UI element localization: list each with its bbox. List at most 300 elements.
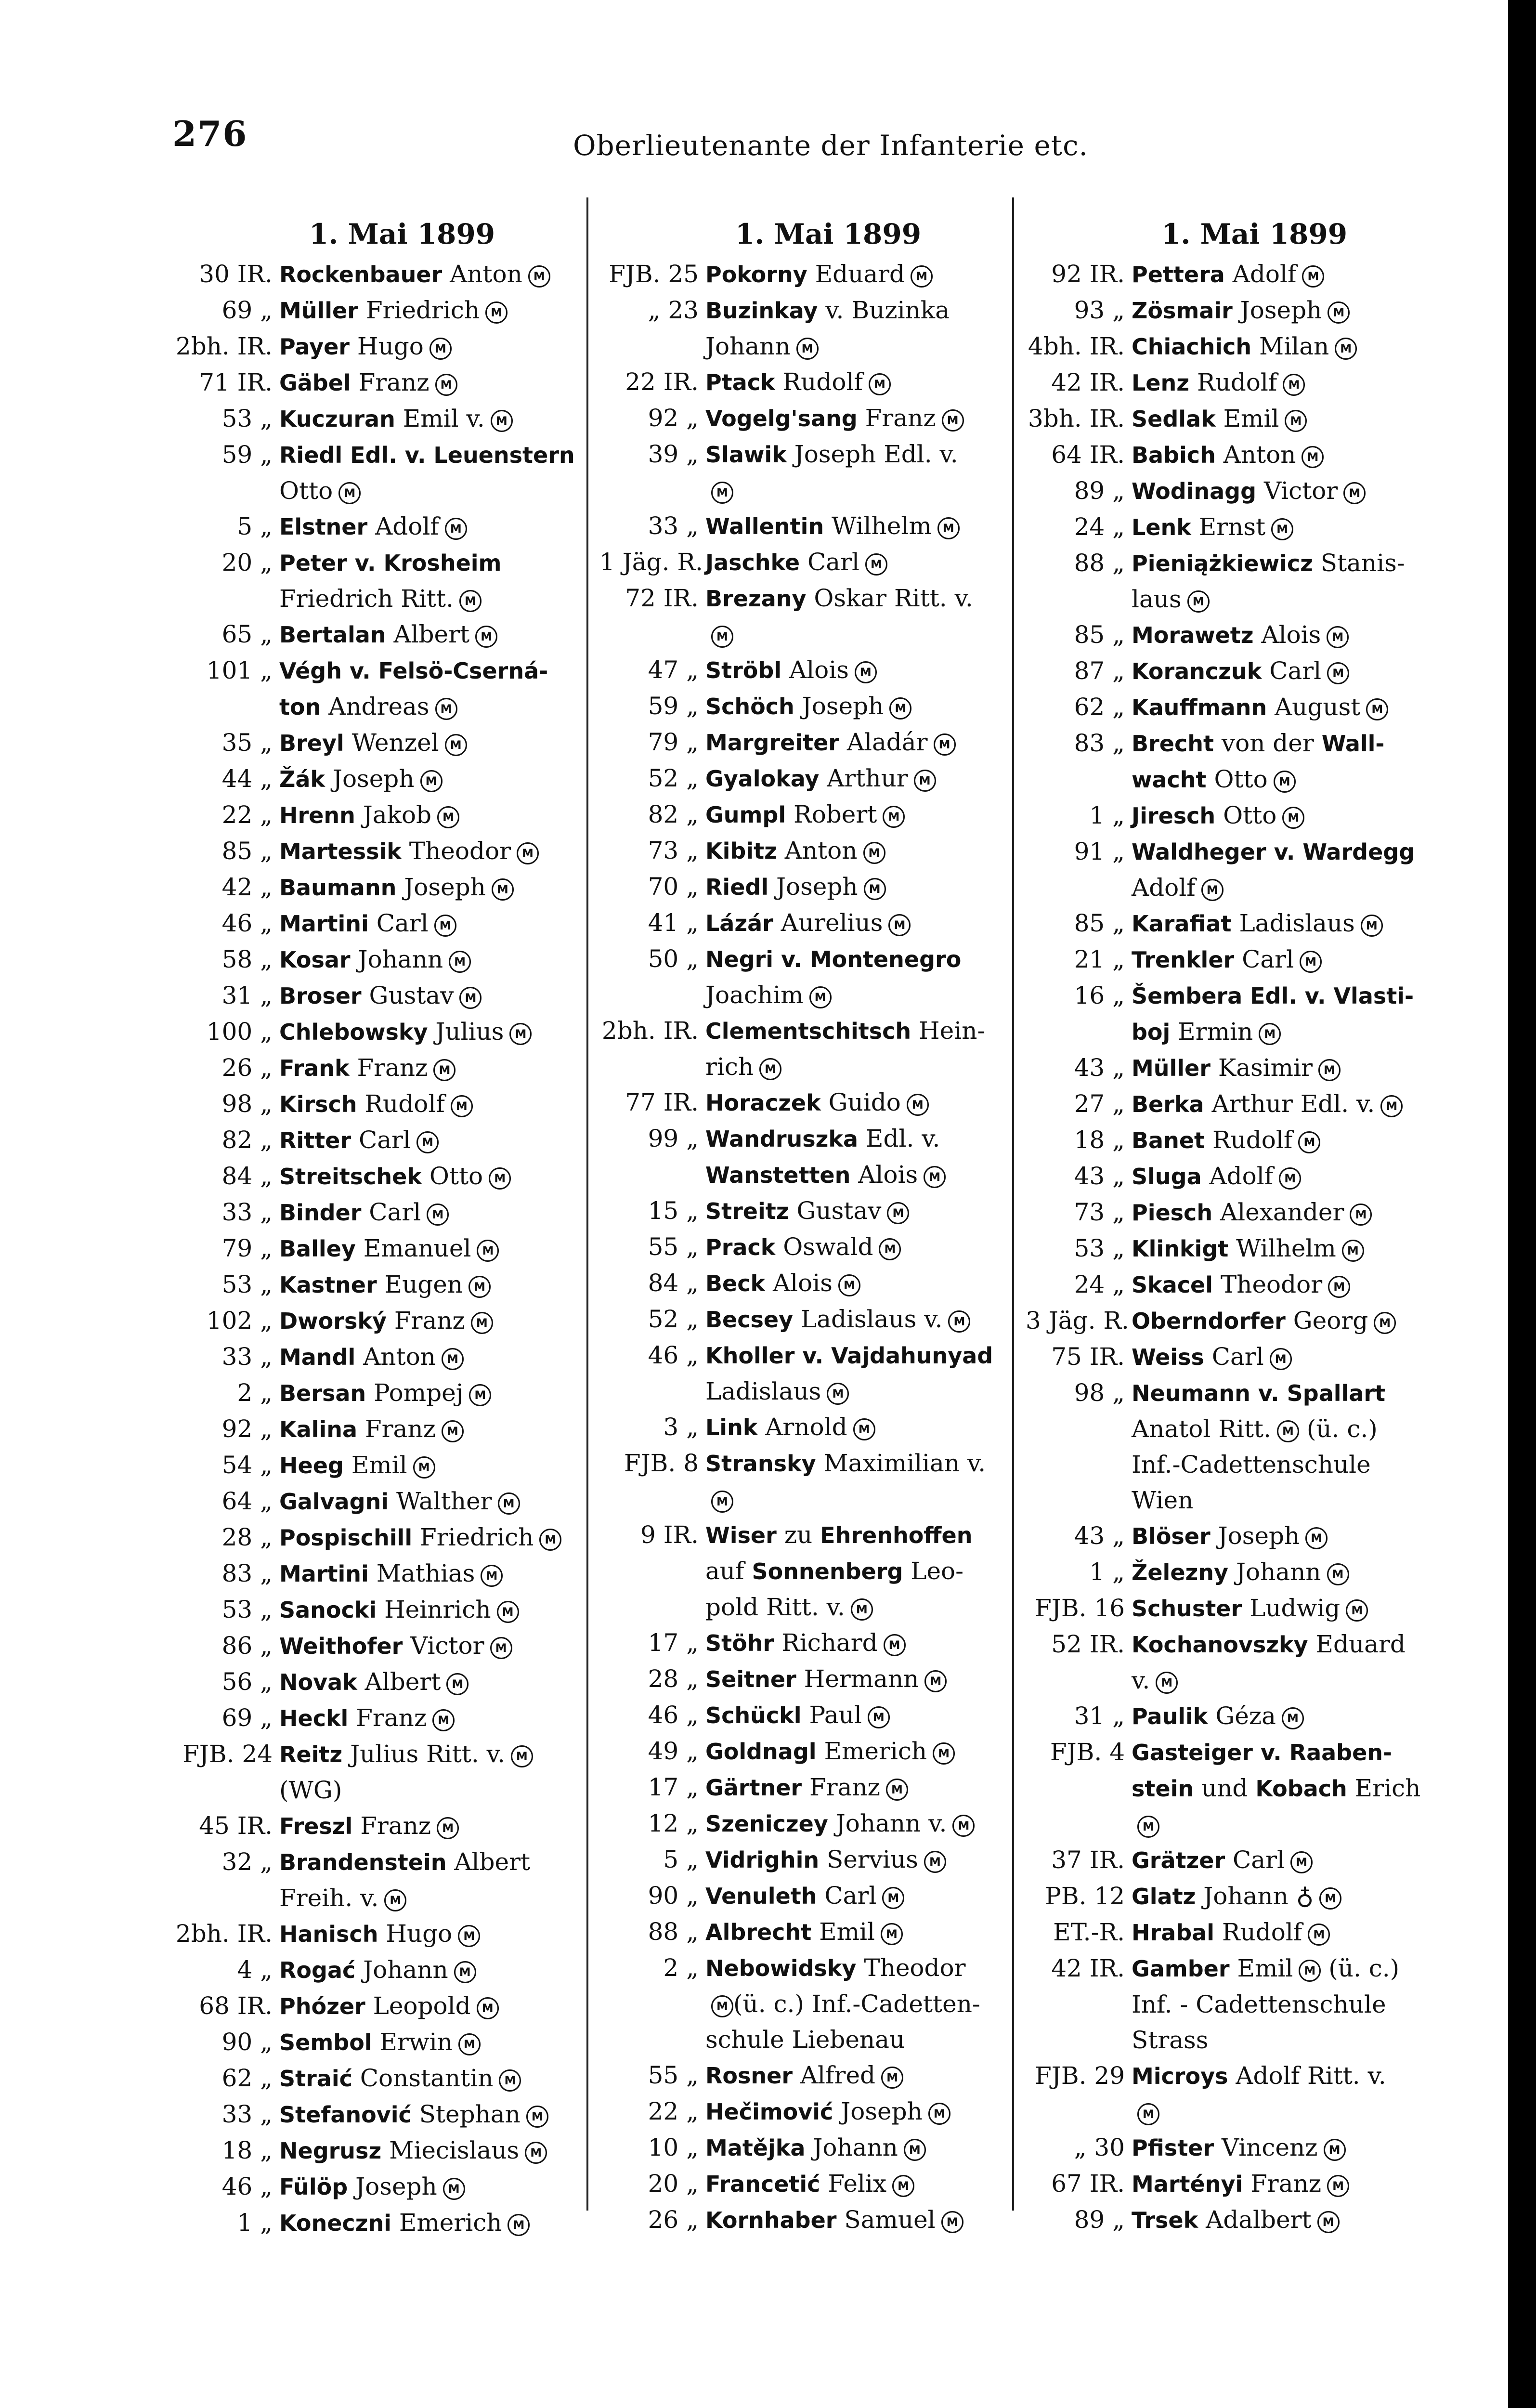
regiment-number: 64 IR. — [1051, 441, 1125, 469]
list-item — [173, 616, 592, 653]
officer-name-continued: Erich — [1354, 1774, 1421, 1802]
officer-entry — [705, 1950, 1018, 1986]
officer-entry — [279, 292, 592, 328]
list-item — [173, 1339, 592, 1375]
regiment-number: 92 „ — [221, 1415, 273, 1443]
officer-given-name: Joachim — [705, 981, 804, 1009]
officer-given-name: Carl — [824, 1882, 877, 1910]
officer-given-name: Emerich — [824, 1737, 927, 1765]
officer-surname: Albrecht — [705, 1919, 812, 1945]
list-item — [599, 1517, 1018, 1553]
officer-given-name: Victor — [410, 1632, 484, 1660]
officer-surname: Gamber — [1132, 1956, 1230, 1982]
officer-given-name: v. — [1132, 1666, 1150, 1694]
officer-surname: Piesch — [1132, 1200, 1213, 1226]
list-item — [173, 1664, 592, 1700]
officer-entry — [1132, 509, 1445, 545]
list-item — [173, 1375, 592, 1411]
list-item — [599, 1265, 1018, 1301]
officer-entry — [1132, 437, 1445, 473]
list-item — [1026, 1122, 1445, 1158]
military-merit-icon: M — [855, 661, 877, 683]
military-merit-icon: M — [509, 1023, 532, 1045]
officer-surname: Waldheger v. Wardegg — [1132, 839, 1415, 865]
military-merit-icon: M — [485, 301, 508, 324]
officer-surname: Kornhaber — [705, 2207, 837, 2233]
regiment-number: 28 „ — [221, 1523, 273, 1551]
regiment-number: 49 „ — [648, 1737, 699, 1765]
officer-entry — [705, 977, 1018, 1013]
regiment-number: 69 „ — [221, 1704, 273, 1732]
officer-surname: Brandenstein — [279, 1849, 447, 1875]
officer-entry — [1132, 2058, 1445, 2094]
officer-surname: Müller — [1132, 1055, 1211, 1081]
officer-surname: Rogać — [279, 1957, 356, 1983]
military-merit-icon: M — [851, 1598, 873, 1621]
regiment-number: 50 „ — [648, 945, 699, 973]
officer-surname: Lenz — [1132, 370, 1190, 396]
regiment-number: 59 „ — [648, 692, 699, 720]
officer-entry — [705, 364, 1018, 400]
officer-entry — [705, 1301, 1018, 1337]
officer-given-name: Jakob — [363, 801, 432, 829]
list-item — [173, 473, 592, 509]
list-item — [173, 1736, 592, 1772]
officer-given-name: Eduard — [815, 260, 905, 288]
officer-entry — [279, 1808, 592, 1844]
officer-surname: Gasteiger v. Raaben- — [1132, 1740, 1393, 1766]
officer-surname: Kirsch — [279, 1091, 357, 1117]
officer-entry — [1132, 1987, 1445, 2022]
officer-entry — [1132, 2094, 1445, 2130]
officer-surname: wacht — [1132, 767, 1207, 793]
list-item — [1026, 1554, 1445, 1590]
officer-given-name: Rudolf — [364, 1090, 445, 1118]
officer-entry — [279, 1122, 592, 1158]
military-merit-icon: M — [437, 1817, 459, 1839]
list-item — [1026, 942, 1445, 978]
officer-surname: Hečimović — [705, 2099, 833, 2125]
officer-given-name: Wilhelm — [1236, 1234, 1336, 1262]
military-merit-icon: M — [884, 1634, 906, 1656]
list-item — [173, 2060, 592, 2096]
military-merit-icon: M — [1328, 301, 1350, 324]
officer-surname: Galvagni — [279, 1489, 389, 1515]
list-item — [173, 833, 592, 869]
officer-surname: Kastner — [279, 1272, 377, 1298]
list-item — [599, 364, 1018, 400]
officer-surname: Berka — [1132, 1091, 1204, 1117]
officer-surname: Binder — [279, 1200, 362, 1226]
officer-entry — [279, 509, 592, 545]
military-merit-icon: M — [1270, 1348, 1292, 1370]
regiment-number: 53 „ — [221, 1596, 273, 1623]
officer-entry — [705, 1806, 1018, 1842]
officer-given-name: Carl — [358, 1126, 411, 1154]
officer-entry — [1132, 978, 1445, 1014]
regiment-number: 4 „ — [237, 1956, 273, 1984]
regiment-number: 101 „ — [206, 656, 273, 684]
regiment-number: 75 IR. — [1051, 1343, 1125, 1371]
officer-entry — [1132, 1626, 1445, 1662]
officer-surname: Kuczuran — [279, 406, 395, 432]
officer-given-name: Joseph Edl. v. — [794, 440, 958, 468]
regiment-number: 73 „ — [1074, 1198, 1125, 1226]
military-merit-icon: M — [498, 1492, 520, 1515]
military-merit-icon: M — [459, 987, 482, 1009]
officer-given-name: Friedrich — [365, 296, 480, 324]
regiment-number: FJB. 25 — [609, 260, 699, 288]
officer-entry — [705, 1733, 1018, 1769]
officer-surname: Francetić — [705, 2171, 820, 2197]
military-merit-icon: M — [1259, 1023, 1281, 1045]
officer-surname: Gäbel — [279, 370, 351, 396]
regiment-number: FJB. 29 — [1035, 2062, 1125, 2090]
officer-given-name: Joseph — [332, 765, 415, 793]
military-merit-icon: M — [458, 1925, 480, 1947]
officer-surname: Szeniczey — [705, 1811, 828, 1837]
officer-given-name: Vincenz — [1221, 2133, 1318, 2161]
officer-entry — [279, 1194, 592, 1230]
officer-given-name: Joseph — [1240, 296, 1322, 324]
officer-entry — [705, 1661, 1018, 1697]
military-merit-icon: M — [1137, 2103, 1159, 2125]
military-merit-icon: M — [886, 1779, 908, 1801]
military-merit-icon: M — [413, 1456, 435, 1479]
officer-surname: Žák — [279, 766, 325, 792]
list-item — [1026, 509, 1445, 545]
regiment-number: 42 IR. — [1051, 1954, 1125, 1982]
list-item — [173, 1014, 592, 1050]
officer-given-name: Gustav — [796, 1197, 882, 1225]
list-item — [599, 436, 1018, 472]
military-merit-icon: M — [1361, 915, 1383, 937]
list-item — [599, 616, 1018, 652]
military-merit-icon: M — [497, 1601, 519, 1623]
officer-surname: Babich — [1132, 442, 1216, 468]
regiment-number: 82 „ — [648, 800, 699, 828]
list-item — [599, 724, 1018, 760]
list-item — [599, 1661, 1018, 1697]
officer-entry — [1132, 365, 1445, 401]
officer-surname: Kosar — [279, 947, 351, 973]
officer-given-name: Servius — [827, 1845, 918, 1873]
military-merit-icon: M — [864, 878, 886, 900]
regiment-number: 44 „ — [221, 765, 273, 793]
officer-entry — [705, 941, 1018, 977]
officer-entry — [1132, 798, 1445, 834]
officer-surname: Heckl — [279, 1705, 349, 1731]
officer-surname: ton — [279, 694, 321, 720]
officer-entry — [1132, 1447, 1445, 1482]
officer-entry — [1132, 401, 1445, 437]
officer-surname: Balley — [279, 1236, 356, 1262]
officer-given-name: pold Ritt. v. — [705, 1593, 845, 1621]
military-merit-icon: M — [477, 1240, 499, 1262]
officer-entry — [279, 1880, 592, 1916]
officer-entry — [1132, 1518, 1445, 1554]
list-item — [1026, 1086, 1445, 1122]
officer-surname: Jiresch — [1132, 803, 1216, 829]
list-item — [1026, 798, 1445, 834]
regiment-number: 22 „ — [648, 2097, 699, 2125]
officer-surname: Payer — [279, 334, 350, 360]
officer-surname: Matějka — [705, 2135, 806, 2161]
military-merit-icon: M — [1290, 1851, 1313, 1873]
military-merit-icon: M — [868, 1706, 890, 1728]
list-item — [1026, 1482, 1445, 1518]
officer-surname: Pieniążkiewicz — [1132, 550, 1313, 576]
military-merit-icon: M — [1308, 1924, 1330, 1946]
officer-surname: Blöser — [1132, 1523, 1211, 1549]
military-merit-icon: M — [1305, 1527, 1328, 1549]
regiment-number: 90 „ — [221, 2028, 273, 2056]
officer-entry — [279, 1628, 592, 1664]
officer-entry — [1132, 1698, 1445, 1734]
officer-surname: Železny — [1132, 1559, 1229, 1585]
officer-entry — [279, 401, 592, 437]
officer-given-name: Ladislaus v. — [801, 1305, 943, 1333]
regiment-number: 92 IR. — [1051, 260, 1125, 288]
list-item — [599, 292, 1018, 328]
officer-surname: Stöhr — [705, 1630, 774, 1656]
officer-surname: Streitschek — [279, 1164, 422, 1190]
officer-surname: Negrusz — [279, 2138, 382, 2164]
regiment-number: 55 „ — [648, 2061, 699, 2089]
regiment-number: 55 „ — [648, 1233, 699, 1261]
regiment-number: 53 „ — [221, 405, 273, 432]
list-item — [173, 797, 592, 833]
officer-surname: Brecht — [1132, 731, 1214, 757]
military-merit-icon: M — [1302, 265, 1324, 288]
officer-given-name: Adolf — [1132, 874, 1196, 902]
officer-given-name: Albert — [393, 620, 470, 648]
officer-given-name: Franz — [364, 1415, 436, 1443]
list-item — [1026, 1158, 1445, 1194]
list-item — [1026, 978, 1445, 1014]
regiment-number: 9 IR. — [640, 1521, 699, 1549]
list-item — [173, 1050, 592, 1086]
regiment-number: 28 „ — [648, 1665, 699, 1693]
officer-given-name: Carl — [376, 909, 429, 937]
list-item — [1026, 1842, 1445, 1878]
regiment-number: 71 IR. — [199, 368, 273, 396]
list-item — [1026, 761, 1445, 798]
list-item — [173, 1411, 592, 1447]
list-item — [599, 1733, 1018, 1769]
officer-given-name: Rudolf — [1222, 1918, 1302, 1946]
officer-surname: Ritter — [279, 1127, 351, 1153]
officer-entry — [279, 2024, 592, 2060]
regiment-number: „ 23 — [648, 296, 699, 324]
list-item — [1026, 1662, 1445, 1698]
military-merit-icon: M — [442, 1420, 464, 1442]
regiment-number: 33 „ — [648, 512, 699, 540]
officer-given-name: Otto — [429, 1162, 483, 1190]
officer-given-name: Arnold — [765, 1413, 847, 1441]
list-item — [173, 2133, 592, 2169]
officer-entry — [705, 1553, 1018, 1589]
regiment-number: ET.-R. — [1053, 1918, 1125, 1946]
officer-given-name: Joseph — [404, 873, 486, 901]
military-merit-icon: M — [881, 2067, 903, 2089]
military-merit-icon: M — [865, 553, 887, 576]
officer-surname: Beck — [705, 1270, 766, 1296]
military-merit-icon: M — [888, 914, 911, 936]
regiment-number: 52 „ — [648, 764, 699, 792]
officer-entry — [279, 2133, 592, 2169]
officer-entry — [1132, 1050, 1445, 1086]
officer-given-name: Anton — [784, 837, 858, 864]
officer-surname: Oberndorfer — [1132, 1308, 1286, 1334]
list-item — [599, 977, 1018, 1013]
officer-surname: Hanisch — [279, 1921, 378, 1947]
officer-given-name: Albert — [454, 1848, 531, 1876]
list-item — [173, 761, 592, 797]
military-merit-icon: M — [499, 2069, 521, 2092]
officer-entry — [705, 724, 1018, 760]
list-item — [173, 1519, 592, 1556]
officer-entry — [279, 869, 592, 905]
officer-entry — [279, 1483, 592, 1519]
officer-given-name: Géza — [1215, 1702, 1276, 1730]
officer-surname: Pfister — [1132, 2135, 1214, 2161]
officer-given-name: Franz — [357, 1054, 428, 1082]
officer-given-name: Joseph — [802, 692, 884, 720]
regiment-number: 88 „ — [648, 1918, 699, 1946]
military-merit-icon: M — [948, 1310, 970, 1333]
officer-surname: Sedlak — [1132, 406, 1216, 432]
list-item — [1026, 401, 1445, 437]
officer-given-name: Emil — [1237, 1954, 1293, 1982]
military-merit-icon: M — [451, 1095, 473, 1117]
officer-surname: Kauffmann — [1132, 694, 1267, 720]
officer-surname: Pospischill — [279, 1525, 413, 1551]
military-merit-icon: M — [796, 338, 819, 360]
military-merit-icon: M — [1327, 626, 1349, 648]
list-item — [173, 328, 592, 365]
officer-entry — [705, 1589, 1018, 1625]
officer-entry — [1132, 1554, 1445, 1590]
officer-entry — [705, 1157, 1018, 1193]
list-item — [599, 1301, 1018, 1337]
list-item — [599, 1229, 1018, 1265]
regiment-number: 70 „ — [648, 873, 699, 901]
list-item — [1026, 1411, 1445, 1447]
officer-given-name: Anton — [450, 260, 522, 288]
officer-surname: Koneczni — [279, 2210, 391, 2236]
list-item — [173, 1122, 592, 1158]
list-item — [599, 1589, 1018, 1625]
officer-surname: Banet — [1132, 1127, 1205, 1153]
officer-surname: Gyalokay — [705, 766, 820, 792]
officer-given-name: Guido — [828, 1088, 901, 1116]
military-merit-icon: M — [952, 1815, 975, 1837]
officer-surname: Microys — [1132, 2063, 1228, 2089]
officer-entry — [705, 652, 1018, 688]
list-item — [173, 942, 592, 978]
officer-entry — [1132, 1230, 1445, 1267]
list-item — [173, 1772, 592, 1808]
officer-given-name: Hugo — [386, 1920, 453, 1948]
regiment-number: 52 IR. — [1051, 1630, 1125, 1658]
list-item — [173, 545, 592, 581]
list-item — [173, 1267, 592, 1303]
officer-given-name: Heinrich — [384, 1596, 491, 1623]
officer-entry — [705, 2057, 1018, 2094]
officer-given-name: Erwin — [379, 2028, 453, 2056]
officer-surname: Glatz — [1132, 1884, 1196, 1910]
regiment-number: 88 „ — [1074, 549, 1125, 577]
list-item — [599, 2094, 1018, 2130]
military-merit-icon: M — [711, 1995, 733, 2017]
list-item — [1026, 2130, 1445, 2166]
officer-given-name: von der — [1221, 729, 1314, 757]
military-merit-icon: M — [471, 1312, 493, 1334]
officer-surname: Wandruszka — [705, 1126, 859, 1152]
officer-given-name: Stanis- — [1320, 549, 1405, 577]
officer-entry — [1132, 2166, 1445, 2202]
list-item — [173, 1808, 592, 1844]
officer-entry — [705, 1697, 1018, 1733]
officer-surname: Trenkler — [1132, 947, 1235, 973]
list-item — [1026, 1230, 1445, 1267]
military-merit-icon: M — [924, 1670, 947, 1692]
regiment-number: FJB. 4 — [1050, 1738, 1125, 1766]
officer-entry — [1132, 473, 1445, 509]
military-merit-icon: M — [863, 842, 885, 864]
military-merit-icon: M — [1298, 1131, 1320, 1153]
officer-entry — [1132, 725, 1445, 761]
list-item — [599, 869, 1018, 905]
military-merit-icon: M — [445, 518, 467, 540]
military-merit-icon: M — [914, 770, 936, 792]
list-item — [173, 1844, 592, 1880]
military-merit-icon: M — [1343, 482, 1366, 504]
officer-surname: Horaczek — [705, 1090, 821, 1116]
officer-entry — [279, 1050, 592, 1086]
officer-entry — [705, 1374, 1018, 1409]
officer-given-name: Adolf Ritt. v. — [1236, 2062, 1386, 2090]
military-merit-icon: M — [469, 1276, 491, 1298]
officer-surname: Peter v. Krosheim — [279, 550, 502, 576]
officer-given-name: Alexander — [1220, 1198, 1344, 1226]
list-item — [599, 688, 1018, 724]
officer-surname: Straić — [279, 2066, 352, 2092]
officer-surname: Schückl — [705, 1702, 802, 1728]
regiment-number: 64 „ — [221, 1487, 273, 1515]
list-item — [173, 653, 592, 689]
officer-surname: Skacel — [1132, 1272, 1213, 1298]
officer-surname: Slawik — [705, 442, 787, 468]
military-merit-icon: M — [528, 265, 550, 288]
regiment-number: 20 „ — [221, 549, 273, 576]
officer-entry — [279, 1411, 592, 1447]
officer-given-name: Ladislaus — [1239, 909, 1355, 937]
officer-entry — [279, 725, 592, 761]
officer-given-name: Milan — [1259, 332, 1329, 360]
officer-entry — [705, 1986, 1018, 2022]
regiment-number: 56 „ — [221, 1668, 273, 1696]
regiment-number: 41 „ — [648, 909, 699, 937]
officer-given-name: Joseph — [841, 2097, 923, 2125]
regiment-number: 86 „ — [221, 1632, 273, 1660]
officer-entry — [705, 1625, 1018, 1661]
regiment-number: 53 „ — [1074, 1234, 1125, 1262]
officer-entry — [705, 797, 1018, 833]
officer-entry — [279, 1952, 592, 1988]
military-merit-icon: M — [1342, 1240, 1364, 1262]
